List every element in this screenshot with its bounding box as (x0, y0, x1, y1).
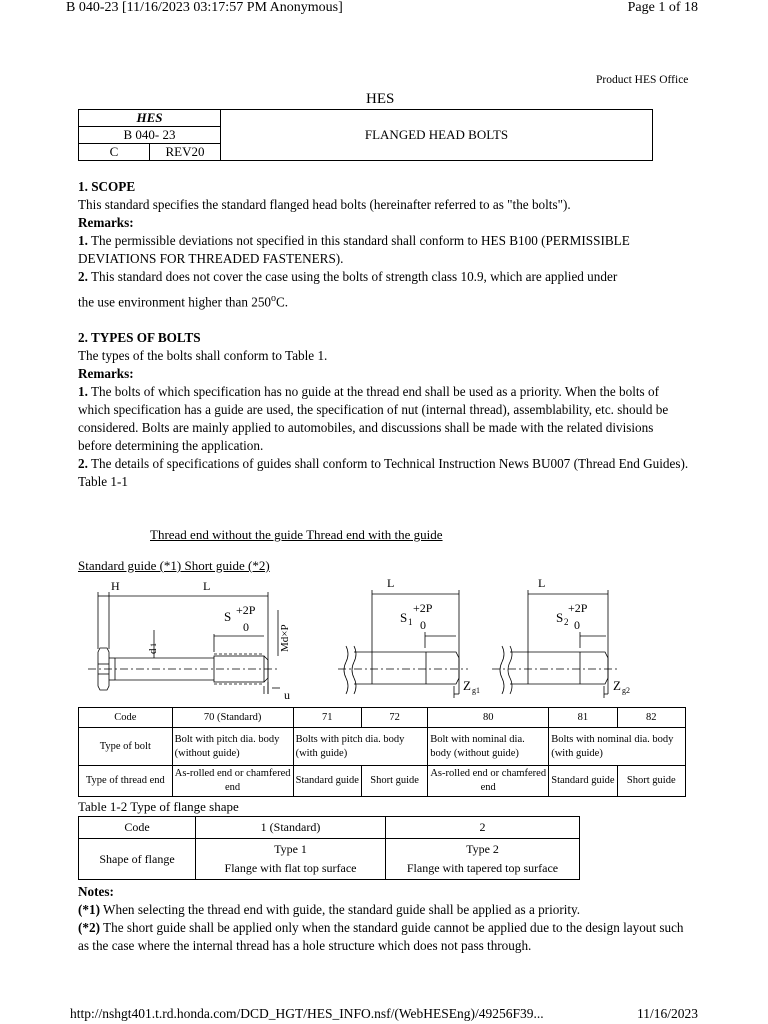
dim-s1-zero: 0 (420, 618, 426, 632)
note-1: (*1) When selecting the thread end with guide, the standard guide shall be applied as a priority. (78, 902, 581, 917)
scope-heading: 1. SCOPE (78, 179, 136, 194)
flange-code-2: 2 (386, 817, 580, 839)
notes-heading: Notes: (78, 884, 114, 899)
document-id-box (78, 109, 653, 161)
scope-remark-2: 2. This standard does not cover the case using the bolts of strength class 10.9, which are applied under (78, 269, 618, 284)
thread-72: Short guide (361, 766, 427, 797)
thread-70: As-rolled end or chamfered end (172, 766, 293, 797)
types-text: The types of the bolts shall conform to Table 1. (78, 348, 328, 363)
scope-remark-1: 1. The permissible deviations not specified in this standard shall conform to HES B100 (PERMISSIBLE DEVIATIONS FOR THREADED FASTENERS). (78, 233, 630, 266)
standard-title: FLANGED HEAD BOLTS (221, 110, 653, 161)
page-number: Page 1 of 18 (627, 0, 698, 15)
code-80: 80 (428, 708, 549, 728)
types-remark-1: 1. The bolts of which specification has no guide at the thread end shall be used as a priority. When the bolts of which specification has a guide are used, the specification of nut (internal thread), assemblability, etc. should be considered. Bolts are mainly applied to automobiles, and discussions shall be made with the related divisions before determining the application. (78, 384, 669, 453)
doc-title: HES (366, 91, 395, 107)
footer-url: http://nshgt401.t.rd.honda.com/DCD_HGT/HES_INFO.nsf/(WebHESEng)/49256F39... (70, 1006, 544, 1021)
dim-l-3: L (538, 576, 546, 590)
dim-zg1-sub: g1 (472, 686, 480, 695)
standard-number: B 040- 23 (79, 127, 221, 144)
dim-s2-sub: 2 (564, 617, 569, 627)
thread-end-label: Type of thread end (79, 766, 173, 797)
types-section (78, 329, 690, 491)
office-label: Product HES Office (596, 74, 689, 86)
code-82: 82 (617, 708, 685, 728)
scope-remarks: Remarks: (78, 215, 134, 230)
dim-s-tol: +2P (236, 603, 256, 617)
dim-s1-sub: 1 (408, 617, 413, 627)
dim-d1: d (147, 648, 159, 654)
thread-71: Standard guide (293, 766, 361, 797)
dim-s1-tol: +2P (413, 601, 433, 615)
type-71-72: Bolts with pitch dia. body (with guide) (293, 728, 428, 766)
dim-zg2-sub: g2 (622, 686, 630, 695)
flange-type-2: Type 2 Flange with tapered top surface (386, 839, 580, 880)
type-80: Bolt with nominal dia. body (without guide) (428, 728, 549, 766)
dim-l-2: L (387, 576, 395, 590)
figure-heading-1: Thread end without the guide Thread end with the guide (150, 527, 443, 542)
dim-s2-zero: 0 (574, 618, 580, 632)
code-label: Code (79, 708, 173, 728)
thread-82: Short guide (617, 766, 685, 797)
thread-81: Standard guide (549, 766, 617, 797)
dim-s-zero: 0 (243, 620, 249, 634)
footer-date: 11/16/2023 (636, 1006, 698, 1021)
code-81: 81 (549, 708, 617, 728)
types-remark-2: 2. The details of specifications of guides shall conform to Technical Instruction News BU007 (Thread End Guides). (78, 456, 689, 471)
notes-section (78, 883, 690, 955)
table-1-1-caption: Table 1-1 (78, 474, 128, 489)
thread-80: As-rolled end or chamfered end (428, 766, 549, 797)
type-of-bolt-label: Type of bolt (79, 728, 173, 766)
bolt-diagram (78, 574, 690, 706)
type-81-82: Bolts with nominal dia. body (with guide) (549, 728, 686, 766)
dim-zg2: Z (613, 678, 621, 693)
dim-s2-tol: +2P (568, 601, 588, 615)
revision: REV20 (150, 144, 221, 161)
hes-label: HES (79, 110, 221, 127)
flange-type-1: Type 1 Flange with flat top surface (196, 839, 386, 880)
dim-l-1: L (203, 579, 211, 593)
dim-d1-sub: 1 (149, 643, 158, 647)
print-header-left: B 040-23 [11/16/2023 03:17:57 PM Anonymous] (66, 0, 343, 15)
dim-zg1: Z (463, 678, 471, 693)
code-70: 70 (Standard) (172, 708, 293, 728)
types-heading: 2. TYPES OF BOLTS (78, 330, 201, 345)
type-70: Bolt with pitch dia. body (without guide) (172, 728, 293, 766)
dim-s1: S (400, 610, 408, 625)
flange-shape-label: Shape of flange (79, 839, 196, 880)
scope-section (78, 178, 690, 311)
dim-s2: S (556, 610, 564, 625)
table-1-2-caption: Table 1-2 Type of flange shape (78, 799, 239, 814)
flange-code-label: Code (79, 817, 196, 839)
bolt-types-table (78, 707, 686, 797)
code-72: 72 (361, 708, 427, 728)
dim-h: H (111, 579, 120, 593)
flange-shape-table (78, 816, 580, 880)
figure-heading-2: Standard guide (*1) Short guide (*2) (78, 558, 270, 573)
scope-remark-2-cont: the use environment higher than 250$^o$C. (78, 293, 289, 310)
note-2: (*2) The short guide shall be applied only when the standard guide cannot be applied due to the design layout such as the case where the internal thread has a hole structure which does not pass through. (78, 920, 684, 953)
scope-text: This standard specifies the standard flanged head bolts (hereinafter referred to as "the bolts"). (78, 197, 571, 212)
class-code: C (79, 144, 150, 161)
code-71: 71 (293, 708, 361, 728)
dim-mdxp: Md×P (279, 624, 291, 652)
dim-s: S (224, 609, 232, 624)
flange-code-1: 1 (Standard) (196, 817, 386, 839)
dim-u: u (284, 688, 290, 702)
types-remarks: Remarks: (78, 366, 134, 381)
